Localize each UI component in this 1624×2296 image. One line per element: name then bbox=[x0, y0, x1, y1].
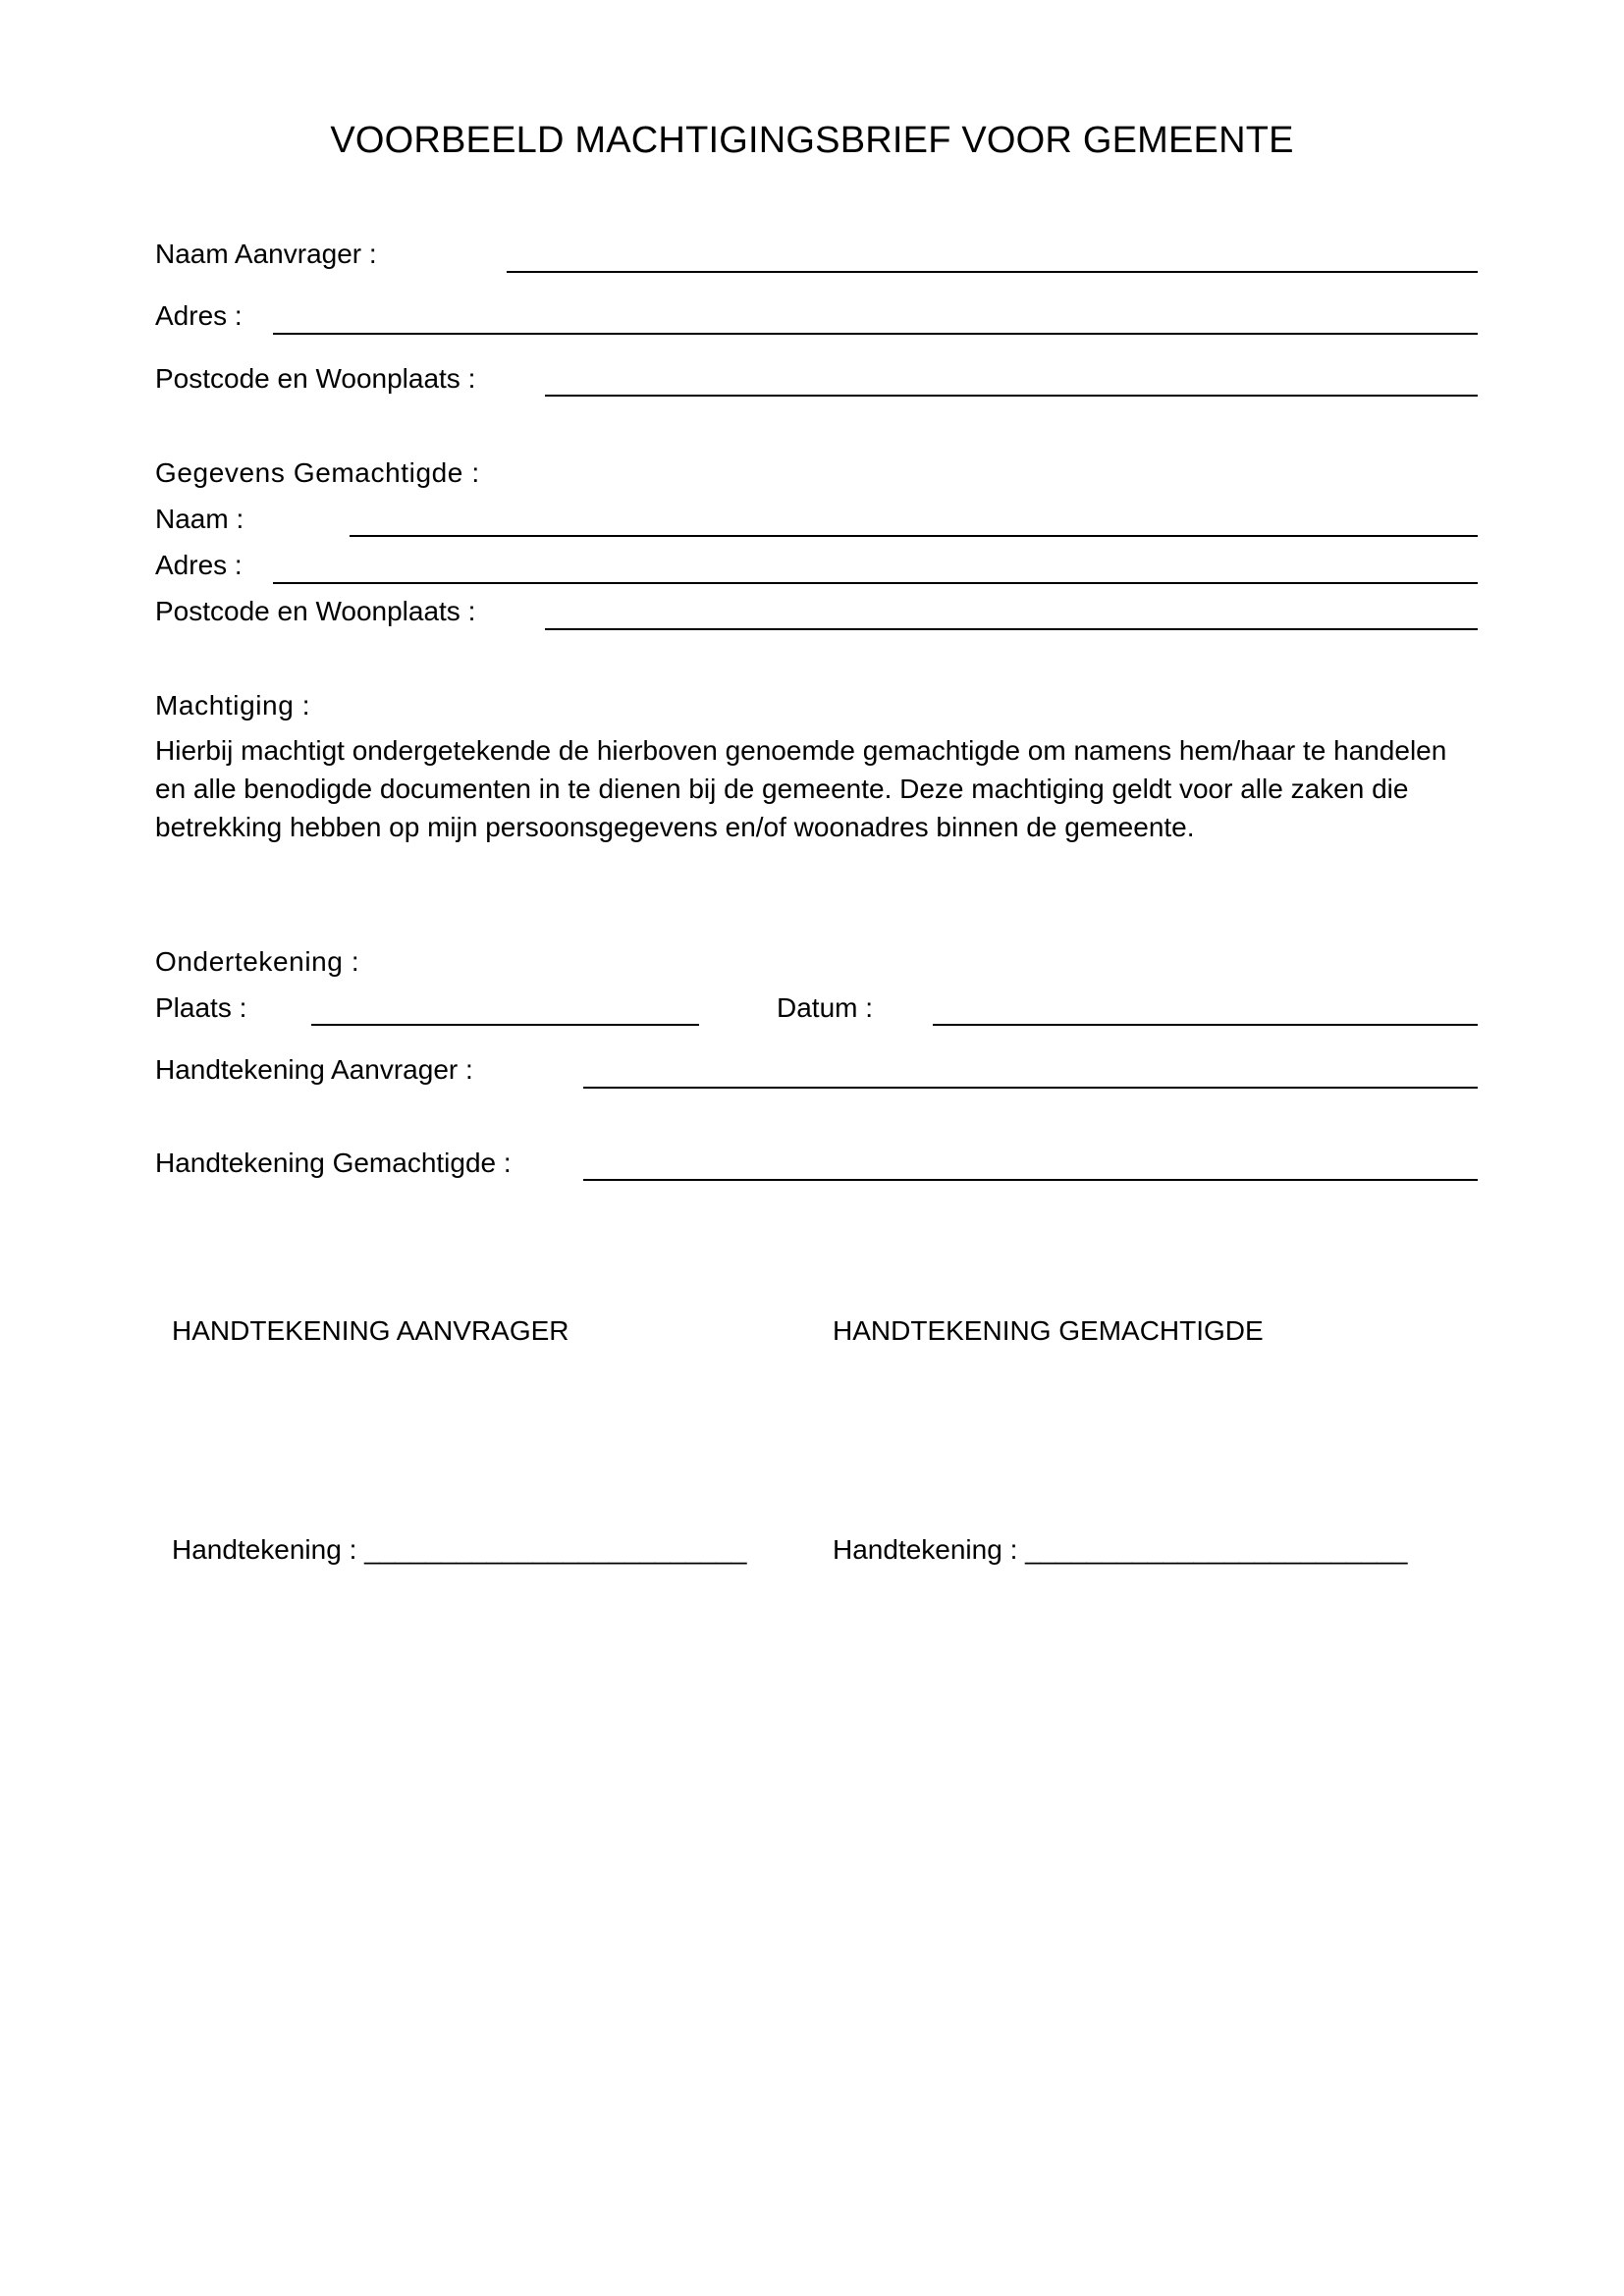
applicant-address-label: Adres : bbox=[155, 300, 243, 331]
authorization-text-line: betrekking hebben op mijn persoonsgegevens en/of woonadres binnen de gemeente. bbox=[155, 812, 1195, 842]
applicant-postal-city-field-line[interactable] bbox=[545, 395, 1478, 397]
applicant-name-label: Naam Aanvrager : bbox=[155, 239, 377, 269]
representative-signature-field-line[interactable] bbox=[583, 1179, 1478, 1181]
authorization-text-line: en alle benodigde documenten in te dienen bij de gemeente. Deze machtiging geldt voor alle zaken die bbox=[155, 774, 1409, 804]
applicant-signature-field-line[interactable] bbox=[583, 1087, 1478, 1089]
applicant-signature-line[interactable]: Handtekening : _________________________ bbox=[172, 1534, 747, 1565]
authorization-text bbox=[155, 731, 1481, 846]
representative-signature-label: Handtekening Gemachtigde : bbox=[155, 1148, 512, 1178]
applicant-signature-block-heading: HANDTEKENING AANVRAGER bbox=[172, 1315, 569, 1346]
signing-heading: Ondertekening : bbox=[155, 946, 360, 977]
applicant-address-field-line[interactable] bbox=[273, 333, 1478, 335]
page-title: VOORBEELD MACHTIGINGSBRIEF VOOR GEMEENTE bbox=[330, 120, 1294, 161]
representative-signature-block-heading: HANDTEKENING GEMACHTIGDE bbox=[833, 1315, 1264, 1346]
representative-postal-city-field-line[interactable] bbox=[545, 628, 1478, 630]
representative-heading: Gegevens Gemachtigde : bbox=[155, 457, 480, 488]
representative-postal-city-label: Postcode en Woonplaats : bbox=[155, 596, 476, 626]
date-label: Datum : bbox=[777, 992, 874, 1023]
representative-name-field-line[interactable] bbox=[350, 535, 1478, 537]
applicant-name-field-line[interactable] bbox=[507, 271, 1478, 273]
applicant-signature-label: Handtekening Aanvrager : bbox=[155, 1054, 473, 1085]
place-label: Plaats : bbox=[155, 992, 247, 1023]
place-field-line[interactable] bbox=[311, 1024, 699, 1026]
representative-address-field-line[interactable] bbox=[273, 582, 1478, 584]
representative-address-label: Adres : bbox=[155, 550, 243, 580]
representative-signature-line[interactable]: Handtekening : _________________________ bbox=[833, 1534, 1408, 1565]
authorization-heading: Machtiging : bbox=[155, 690, 311, 721]
representative-name-label: Naam : bbox=[155, 504, 244, 534]
date-field-line[interactable] bbox=[933, 1024, 1478, 1026]
authorization-text-line: Hierbij machtigt ondergetekende de hierboven genoemde gemachtigde om namens hem/haar te handelen bbox=[155, 735, 1447, 766]
applicant-postal-city-label: Postcode en Woonplaats : bbox=[155, 363, 476, 394]
